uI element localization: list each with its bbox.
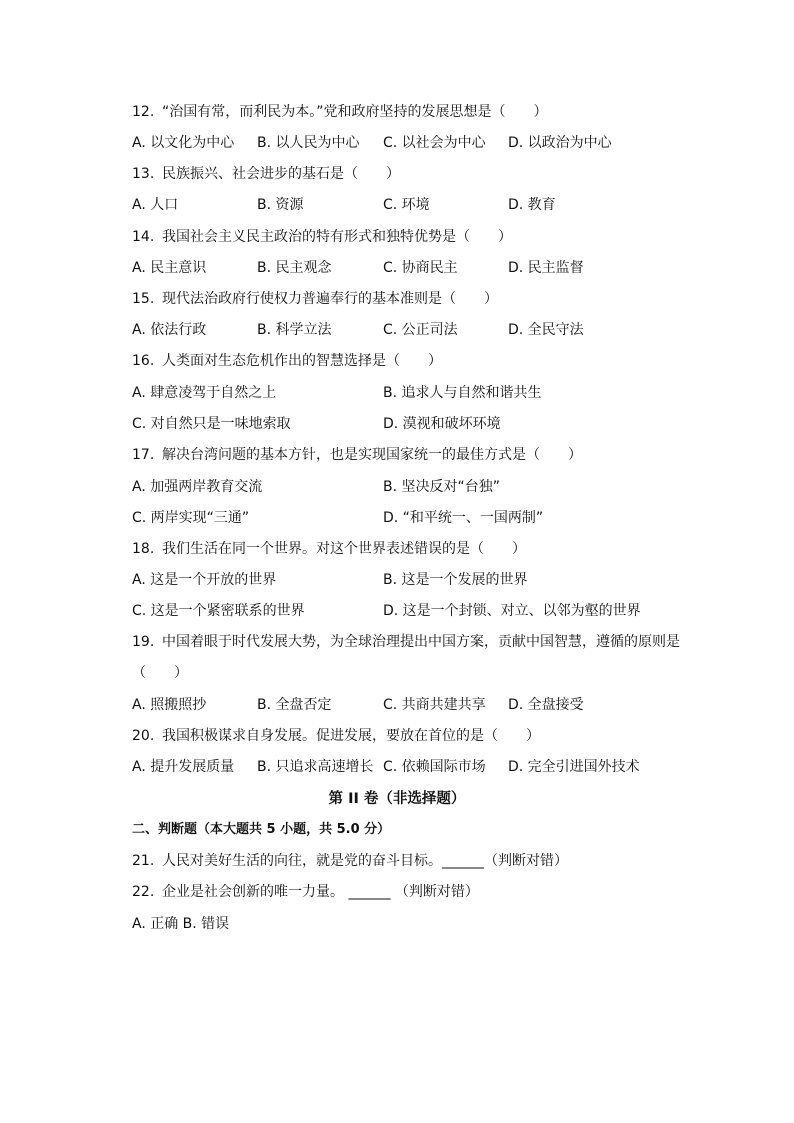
question-stem: 人民对美好生活的向往，就是党的奋斗目标。______（判断对错）: [162, 853, 568, 869]
question-21: [132, 851, 568, 871]
question-number: 14.: [132, 229, 155, 245]
question-12: [132, 102, 548, 122]
question-14: [132, 227, 512, 247]
option-d: D. 漠视和破坏环境: [383, 416, 501, 432]
question-16: [132, 351, 442, 371]
question-stem: 中国着眼于时代发展大势，为全球治理提出中国方案，贡献中国智慧，遵循的原则是: [162, 634, 680, 650]
option-d: D. 完全引进国外技术: [508, 759, 640, 775]
option-c: C. 协商民主: [383, 260, 458, 276]
option-b: B. 资源: [257, 197, 304, 213]
question-20: [132, 726, 540, 746]
option-a: A. 民主意识: [132, 260, 207, 276]
question-15: [132, 289, 498, 309]
question-number: 12.: [132, 104, 155, 120]
option-c: C. 对自然只是一味地索取: [132, 416, 291, 432]
answer-options: A. 正确 B. 错误: [132, 916, 230, 932]
option-c: C. 依赖国际市场: [383, 759, 486, 775]
part-heading: 二、判断题（本大题共 5 小题，共 5.0 分）: [132, 822, 391, 837]
question-19-continued: （ ）: [132, 665, 188, 681]
question-stem: “治国有常，而利民为本。”党和政府坚持的发展思想是（ ）: [162, 104, 548, 120]
option-b: B. 追求人与自然和谐共生: [383, 385, 542, 401]
option-c: C. 环境: [383, 197, 430, 213]
question-stem: 我们生活在同一个世界。对这个世界表述错误的是（ ）: [162, 541, 526, 557]
option-c: C. 这是一个紧密联系的世界: [132, 603, 305, 619]
question-stem: 民族振兴、社会进步的基石是（ ）: [162, 166, 400, 182]
option-b: B. 只追求高速增长: [257, 759, 374, 775]
option-a: A. 人口: [132, 197, 179, 213]
question-stem: 我国社会主义民主政治的特有形式和独特优势是（ ）: [162, 229, 512, 245]
option-a: A. 加强两岸教育交流: [132, 479, 263, 495]
question-number: 13.: [132, 166, 155, 182]
option-b: B. 以人民为中心: [257, 135, 360, 151]
question-number: 22.: [132, 884, 155, 900]
option-a: A. 这是一个开放的世界: [132, 572, 277, 588]
option-b: B. 全盘否定: [257, 697, 332, 713]
question-17: [132, 445, 582, 465]
option-d: D. 以政治为中心: [508, 135, 612, 151]
option-c: C. 共商共建共享: [383, 697, 486, 713]
question-19: [132, 632, 680, 652]
question-stem: 我国积极谋求自身发展。促进发展，要放在首位的是（ ）: [162, 728, 540, 744]
option-d: D. 全盘接受: [508, 697, 584, 713]
question-13: [132, 164, 400, 184]
section-title: 第 II 卷（非选择题）: [328, 791, 466, 807]
option-d: D. 民主监督: [508, 260, 584, 276]
option-a: A. 以文化为中心: [132, 135, 235, 151]
question-number: 16.: [132, 353, 155, 369]
option-c: C. 以社会为中心: [383, 135, 486, 151]
question-stem: 人类面对生态危机作出的智慧选择是（ ）: [162, 353, 442, 369]
question-number: 15.: [132, 291, 155, 307]
question-number: 20.: [132, 728, 155, 744]
option-d: D. 这是一个封锁、对立、以邻为壑的世界: [383, 603, 641, 619]
option-a: A. 提升发展质量: [132, 759, 235, 775]
option-a: A. 依法行政: [132, 322, 207, 338]
option-c: C. 两岸实现“三通”: [132, 510, 250, 526]
option-d: D. “和平统一、一国两制”: [383, 510, 544, 526]
question-stem: 企业是社会创新的唯一力量。 ______ （判断对错）: [162, 884, 479, 900]
question-number: 19.: [132, 634, 155, 650]
option-d: D. 全民守法: [508, 322, 584, 338]
question-number: 18.: [132, 541, 155, 557]
option-b: B. 坚决反对“台独”: [383, 479, 501, 495]
option-b: B. 民主观念: [257, 260, 332, 276]
question-stem: 解决台湾问题的基本方针，也是实现国家统一的最佳方式是（ ）: [162, 447, 582, 463]
option-d: D. 教育: [508, 197, 556, 213]
question-18: [132, 539, 526, 559]
question-number: 21.: [132, 853, 155, 869]
option-c: C. 公正司法: [383, 322, 458, 338]
option-b: B. 科学立法: [257, 322, 332, 338]
question-22: [132, 882, 479, 902]
question-number: 17.: [132, 447, 155, 463]
question-stem: 现代法治政府行使权力普遍奉行的基本准则是（ ）: [162, 291, 498, 307]
option-a: A. 照搬照抄: [132, 697, 207, 713]
option-a: A. 肆意凌驾于自然之上: [132, 385, 277, 401]
option-b: B. 这是一个发展的世界: [383, 572, 528, 588]
